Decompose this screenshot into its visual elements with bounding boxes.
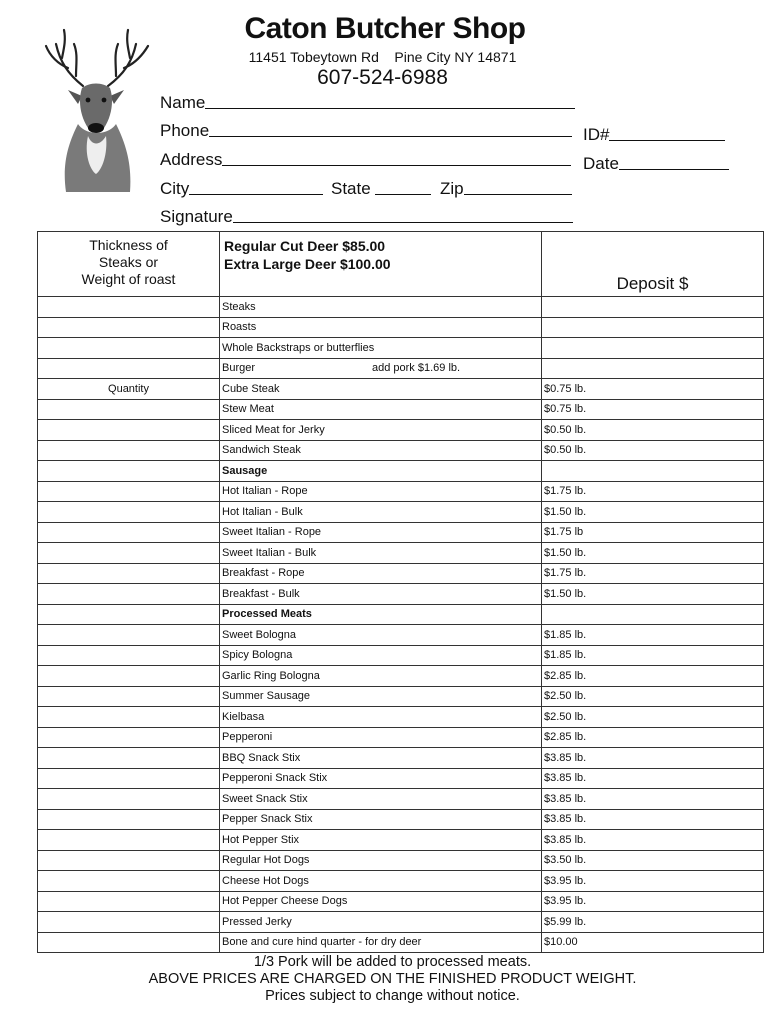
quantity-cell[interactable] [38,584,220,605]
item-cell [220,297,542,318]
item-cell [220,522,542,543]
item-cell [220,379,542,400]
item-price: $2.85 lb. [544,731,587,744]
item-cell [220,502,542,523]
item-name: Hot Pepper Cheese Dogs [222,895,348,908]
item-name: Bone and cure hind quarter - for dry deer [222,936,422,949]
table-row [38,502,764,523]
price-cell [542,379,764,400]
price-cell [542,358,764,379]
item-price: $3.95 lb. [544,895,587,908]
quantity-cell[interactable] [38,522,220,543]
table-row [38,727,764,748]
quantity-cell[interactable] [38,809,220,830]
quantity-cell[interactable] [38,789,220,810]
item-cell [220,440,542,461]
quantity-cell[interactable] [38,830,220,851]
item-name: BBQ Snack Stix [222,751,301,764]
item-name: Hot Italian - Bulk [222,505,303,518]
price-cell [542,481,764,502]
price-cell [542,563,764,584]
table-row [38,891,764,912]
quantity-cell[interactable] [38,748,220,769]
quantity-cell[interactable] [38,461,220,482]
item-name: Hot Italian - Rope [222,485,308,498]
table-header-row [38,232,764,297]
item-cell [220,707,542,728]
item-cell [220,912,542,933]
item-cell [220,338,542,359]
quantity-cell[interactable] [38,563,220,584]
item-cell [220,830,542,851]
table-row [38,604,764,625]
item-cell [220,399,542,420]
regular-cut-price: Regular Cut Deer $85.00 [224,238,386,254]
item-cell [220,420,542,441]
quantity-cell[interactable] [38,420,220,441]
address-input-line[interactable] [222,164,571,166]
table-row [38,645,764,666]
id-input-line[interactable] [609,139,725,141]
id-label: ID# [583,125,610,144]
shop-name: Caton Butcher Shop [244,12,526,45]
item-cell [220,317,542,338]
price-cell [542,420,764,441]
table-row [38,625,764,646]
state-field [331,179,431,199]
phone-input-line[interactable] [209,135,572,137]
quantity-cell[interactable] [38,727,220,748]
table-row [38,338,764,359]
table-row [38,748,764,769]
price-cell [542,912,764,933]
item-name: Pepper Snack Stix [222,813,313,826]
quantity-cell[interactable] [38,502,220,523]
quantity-cell[interactable] [38,645,220,666]
price-cell [542,440,764,461]
price-cell [542,502,764,523]
thickness-line-3: Weight of roast [81,271,176,287]
quantity-cell[interactable] [38,768,220,789]
price-cell [542,666,764,687]
item-cell [220,727,542,748]
quantity-cell[interactable] [38,850,220,871]
quantity-cell[interactable] [38,912,220,933]
item-price: $1.75 lb. [544,485,587,498]
item-price: $3.85 lb. [544,772,587,785]
burger-pork-note: add pork $1.69 lb. [372,362,461,375]
item-price: $1.85 lb. [544,649,587,662]
price-cell [542,891,764,912]
item-name: Summer Sausage [222,690,311,703]
item-cell [220,768,542,789]
table-row [38,317,764,338]
item-price: $3.85 lb. [544,751,587,764]
table-row [38,522,764,543]
item-price: $1.75 lb. [544,567,587,580]
id-field [583,125,725,145]
quantity-cell[interactable] [38,625,220,646]
item-name: Pressed Jerky [222,915,292,928]
quantity-cell[interactable] [38,440,220,461]
item-name: Spicy Bologna [222,649,293,662]
item-cell [220,891,542,912]
price-cell [542,584,764,605]
item-name: Sweet Bologna [222,628,296,641]
signature-input-line[interactable] [233,221,573,223]
table-row [38,830,764,851]
state-label: State [331,179,371,198]
item-name: Sweet Snack Stix [222,792,308,805]
address-field [160,150,571,170]
table-row [38,481,764,502]
item-price: $3.50 lb. [544,854,587,867]
table-row [38,768,764,789]
quantity-cell[interactable] [38,707,220,728]
order-table [37,231,764,953]
name-field [160,93,575,113]
deposit-header[interactable] [542,232,764,297]
item-price: $0.75 lb. [544,403,587,416]
signature-field [160,207,573,227]
extra-large-price: Extra Large Deer $100.00 [224,256,391,272]
state-input-line[interactable] [375,193,431,195]
item-cell [220,809,542,830]
item-name: Roasts [222,321,257,334]
item-price: $3.85 lb. [544,813,587,826]
quantity-label: Quantity [108,382,149,395]
zip-input-line[interactable] [464,193,572,195]
item-name: Pepperoni Snack Stix [222,772,328,785]
table-row [38,686,764,707]
item-name: Sweet Italian - Bulk [222,546,317,559]
item-price: $3.85 lb. [544,833,587,846]
item-name: Hot Pepper Stix [222,833,300,846]
item-cell [220,563,542,584]
table-row [38,584,764,605]
item-name: Cheese Hot Dogs [222,874,309,887]
item-cell [220,625,542,646]
item-price: $3.85 lb. [544,792,587,805]
item-cell [220,543,542,564]
item-name: Cube Steak [222,382,280,395]
item-price: $1.85 lb. [544,628,587,641]
item-name: Burger [222,362,256,375]
price-cell [542,338,764,359]
footer-note-prices: Prices subject to change without notice. [265,988,520,1004]
item-price: $0.50 lb. [544,444,587,457]
city-input-line[interactable] [189,193,323,195]
table-row [38,932,764,953]
table-row [38,789,764,810]
quantity-cell[interactable] [38,871,220,892]
quantity-cell[interactable] [38,481,220,502]
price-cell [542,871,764,892]
price-cell [542,850,764,871]
table-row [38,563,764,584]
item-name: Whole Backstraps or butterflies [222,341,375,354]
item-price: $1.50 lb. [544,587,587,600]
table-row [38,399,764,420]
table-row [38,850,764,871]
table-row [38,666,764,687]
footer-note-weight: ABOVE PRICES ARE CHARGED ON THE FINISHED PRODUCT WEIGHT. [148,971,637,987]
item-name: Garlic Ring Bologna [222,669,320,682]
quantity-cell[interactable] [38,358,220,379]
price-cell [542,748,764,769]
item-price: $1.50 lb. [544,505,587,518]
item-cell [220,871,542,892]
item-price: $5.99 lb. [544,915,587,928]
item-name: Pepperoni [222,731,273,744]
price-cell [542,543,764,564]
quantity-cell[interactable] [38,297,220,318]
item-name: Sweet Italian - Rope [222,526,322,539]
item-name: Breakfast - Bulk [222,587,300,600]
table-row [38,420,764,441]
quantity-cell[interactable] [38,666,220,687]
table-row [38,871,764,892]
item-cell [220,850,542,871]
price-cell [542,686,764,707]
item-cell [220,358,542,379]
price-cell [542,461,764,482]
item-cell [220,666,542,687]
item-name: Stew Meat [222,403,274,416]
price-cell [542,399,764,420]
section-heading [220,604,542,625]
phone-label: Phone [160,121,210,140]
table-row [38,912,764,933]
price-cell [542,932,764,953]
table-row [38,297,764,318]
item-name: Sliced Meat for Jerky [222,423,325,436]
quantity-cell[interactable] [38,891,220,912]
city-label: City [160,179,190,198]
pricing-header [220,232,542,297]
item-cell [220,748,542,769]
signature-label: Signature [160,207,233,226]
footer-note-pork: 1/3 Pork will be added to processed meats. [253,954,532,970]
item-price: $0.75 lb. [544,382,587,395]
shop-address: 11451 Tobeytown Rd Pine City NY 14871 [248,49,517,65]
item-price: $3.95 lb. [544,874,587,887]
date-label: Date [583,154,619,173]
item-price: $10.00 [544,936,578,949]
table-row [38,707,764,728]
item-price: $2.85 lb. [544,669,587,682]
quantity-cell[interactable] [38,604,220,625]
item-price: $1.75 lb [544,526,584,539]
table-row [38,440,764,461]
item-cell [220,481,542,502]
table-row [38,461,764,482]
quantity-cell[interactable] [38,399,220,420]
item-name: Processed Meats [222,608,312,621]
item-name: Steaks [222,300,256,313]
date-input-line[interactable] [619,168,729,170]
item-cell [220,584,542,605]
quantity-cell[interactable] [38,932,220,953]
table-row [38,543,764,564]
item-price: $2.50 lb. [544,690,587,703]
price-cell [542,522,764,543]
quantity-cell[interactable] [38,686,220,707]
item-name: Kielbasa [222,710,265,723]
item-cell [220,932,542,953]
city-field [160,179,323,199]
quantity-cell[interactable] [38,338,220,359]
table-row [38,358,764,379]
deposit-label: Deposit $ [616,274,689,293]
price-cell [542,768,764,789]
price-cell [542,625,764,646]
price-cell [542,830,764,851]
item-name: Regular Hot Dogs [222,854,310,867]
price-cell [542,707,764,728]
thickness-line-2: Steaks or [98,254,159,270]
thickness-line-1: Thickness of [89,237,168,253]
table-row [38,379,764,400]
zip-field [440,179,572,199]
price-cell [542,645,764,666]
item-cell [220,789,542,810]
item-name: Breakfast - Rope [222,567,305,580]
item-name: Sausage [222,464,268,477]
quantity-cell[interactable] [38,317,220,338]
quantity-cell[interactable] [38,543,220,564]
item-price: $1.50 lb. [544,546,587,559]
address-label: Address [160,150,223,169]
item-cell [220,686,542,707]
phone-field [160,121,572,141]
price-cell [542,317,764,338]
item-price: $0.50 lb. [544,423,587,436]
zip-label: Zip [440,179,464,198]
date-field [583,154,729,174]
item-price: $2.50 lb. [544,710,587,723]
thickness-header [38,232,220,297]
section-heading [220,461,542,482]
price-cell [542,727,764,748]
item-cell [220,645,542,666]
shop-phone: 607-524-6988 [317,66,448,89]
table-row [38,809,764,830]
name-input-line[interactable] [205,107,575,109]
price-cell [542,809,764,830]
price-cell [542,789,764,810]
quantity-cell[interactable] [38,379,220,400]
item-name: Sandwich Steak [222,444,301,457]
name-label: Name [160,93,206,112]
price-cell [542,604,764,625]
price-cell [542,297,764,318]
